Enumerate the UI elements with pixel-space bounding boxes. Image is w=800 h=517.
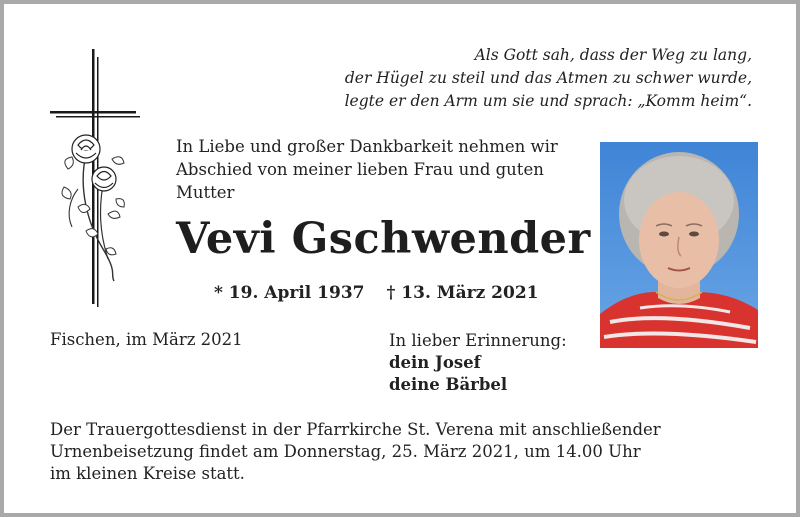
deceased-name: Vevi Gschwender xyxy=(176,214,591,264)
intro-line: Abschied von meiner lieben Frau und guten xyxy=(176,160,544,179)
quote-line: der Hügel zu steil und das Atmen zu schwer wurde, xyxy=(344,69,752,87)
quote-line: legte er den Arm um sie und sprach: „Komm heim“. xyxy=(344,92,752,110)
memory-heading: In lieber Erinnerung: xyxy=(389,331,567,350)
mourner-name: dein Josef xyxy=(389,353,481,372)
death-date: † 13. März 2021 xyxy=(386,283,539,303)
quote-line: Als Gott sah, dass der Weg zu lang, xyxy=(474,46,752,64)
intro-text xyxy=(176,135,576,204)
service-line: Urnenbeisetzung findet am Donnerstag, 25. März 2021, um 14.00 Uhr xyxy=(50,442,641,461)
place-and-date: Fischen, im März 2021 xyxy=(50,330,243,349)
cross-with-roses-icon xyxy=(48,49,144,309)
service-line: im kleinen Kreise statt. xyxy=(50,464,245,483)
mourner-name: deine Bärbel xyxy=(389,375,508,394)
quote xyxy=(332,44,752,113)
birth-date: * 19. April 1937 xyxy=(214,283,365,303)
life-dates xyxy=(214,283,538,303)
portrait-photo xyxy=(600,142,758,348)
service-line: Der Trauergottesdienst in der Pfarrkirche St. Verena mit anschließender xyxy=(50,420,661,439)
memory-signature xyxy=(389,330,567,396)
intro-line: Mutter xyxy=(176,183,235,202)
intro-line: In Liebe und großer Dankbarkeit nehmen wir xyxy=(176,137,558,156)
funeral-service-info xyxy=(50,419,750,485)
